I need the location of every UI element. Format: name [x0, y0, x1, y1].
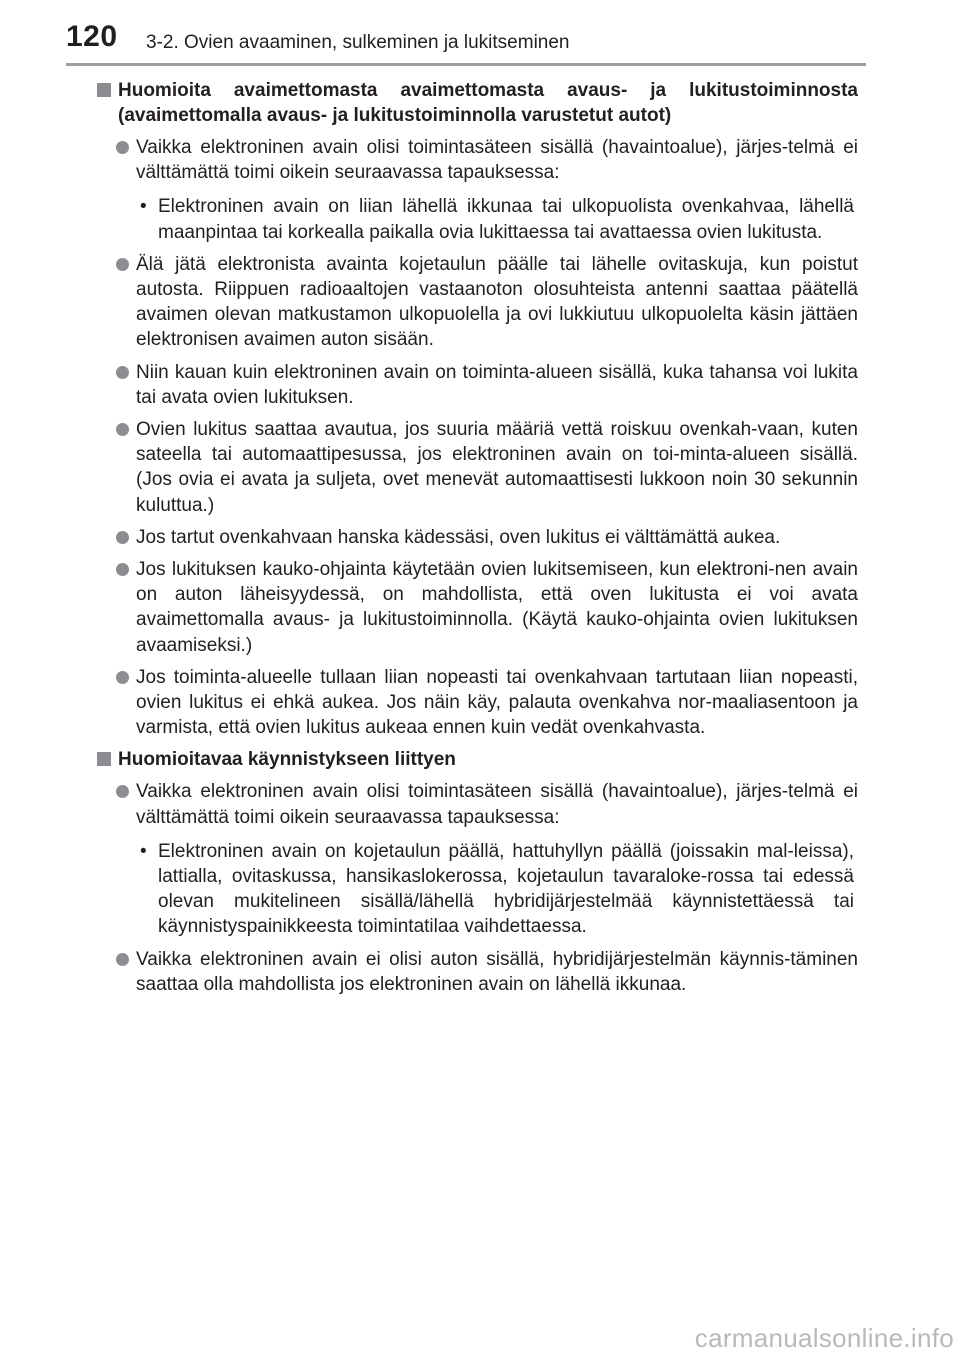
round-bullet-icon [116, 531, 129, 544]
round-bullet-icon [116, 953, 129, 966]
sub-list-item-text: Elektroninen avain on liian lähellä ikkunaa tai ulkopuolista ovenkahvaa, lähellä maanpintaa tai korkealla paikalla ovia lukittaessa tai avattaessa ovien lukitusta. [158, 196, 854, 243]
round-bullet-icon [116, 258, 129, 271]
sub-list-item [96, 839, 858, 940]
round-bullet-icon [116, 141, 129, 154]
dot-bullet-icon: • [140, 840, 147, 862]
list-item [96, 665, 858, 741]
list-item-text: Älä jätä elektronista avainta kojetaulun päälle tai lähelle ovitaskuja, kun poistut autosta. Riippuen radioaaltojen vastaanoton olosuhteista antenni saattaa päätellä avaimen olevan matkustamon ulkopuolella ja ovi lukkiutuu ulkopuolelta käsin jättäen elektronisen avaimen auton sisään. [136, 253, 858, 351]
list-item [96, 417, 858, 518]
list-item-text: Jos tartut ovenkahvaan hanska kädessäsi, oven lukitus ei välttämättä aukea. [136, 526, 781, 548]
section-heading-starting [96, 747, 858, 772]
list-item [96, 135, 858, 185]
round-bullet-icon [116, 785, 129, 798]
section-heading-text: Huomioitavaa käynnistykseen liittyen [118, 749, 456, 771]
square-bullet-icon [97, 752, 111, 766]
list-item [96, 779, 858, 829]
list-item-text: Vaikka elektroninen avain ei olisi auton sisällä, hybridijärjestelmän käynnis-täminen saattaa olla mahdollista jos elektroninen avain on lähellä ikkunaa. [136, 948, 858, 995]
list-item [96, 947, 858, 997]
round-bullet-icon [116, 366, 129, 379]
chapter-title: 3-2. Ovien avaaminen, sulkeminen ja lukitseminen [146, 32, 570, 53]
list-item-text: Vaikka elektroninen avain olisi toimintasäteen sisällä (havaintoalue), järjes-telmä ei välttämättä toimi oikein seuraavassa tapauksessa: [136, 781, 858, 828]
round-bullet-icon [116, 671, 129, 684]
list-item [96, 557, 858, 658]
list-item [96, 252, 858, 353]
round-bullet-icon [116, 563, 129, 576]
list-item-text: Jos lukituksen kauko-ohjainta käytetään ovien lukitsemiseen, kun elektroni-nen avain on auton läheisyydessä, on mahdollista, että oven lukitusta ei voi avata avaimettomalla avaus- ja lukitustoiminnolla. (Käytä kauko-ohjainta ovien lukituksen avaamiseksi.) [136, 559, 858, 656]
header-divider [66, 63, 866, 66]
sub-list-item [96, 194, 858, 244]
dot-bullet-icon: • [140, 196, 147, 218]
page-content [96, 78, 858, 1004]
list-item-text: Niin kauan kuin elektroninen avain on toiminta-alueen sisällä, kuka tahansa voi lukita tai avata ovien lukituksen. [136, 361, 858, 408]
list-item-text: Ovien lukitus saattaa avautua, jos suuria määriä vettä roiskuu ovenkah-vaan, kuten sateella tai automaattipesussa, jos elektroninen avain on toi-minta-alueen sisällä. (Jos ovia ei avata ja suljeta, ovet menevät automaattisesti lukkoon noin 30 sekunnin kuluttua.) [136, 419, 858, 516]
square-bullet-icon [97, 83, 111, 97]
page-number: 120 [66, 20, 118, 53]
round-bullet-icon [116, 423, 129, 436]
list-item-text: Vaikka elektroninen avain olisi toimintasäteen sisällä (havaintoalue), järjes-telmä ei välttämättä toimi oikein seuraavassa tapauksessa: [136, 137, 858, 184]
section-heading-text: Huomioita avaimettomasta avaimettomasta avaus- ja lukitustoiminnosta (avaimettomalla avaus- ja lukitustoiminnolla varustetut autot) [118, 80, 858, 126]
list-item [96, 360, 858, 410]
list-item-text: Jos toiminta-alueelle tullaan liian nopeasti tai ovenkahvaan tartutaan liian nopeasti, ovien lukitus ei ehkä aukea. Jos näin käy, palauta ovenkahva nor-maaliasentoon ja varmista, että ovien lukitus aukeaa ennen kuin vedät ovenkahvasta. [136, 666, 858, 739]
section-heading-keyless [96, 78, 858, 128]
page-header [0, 0, 960, 66]
list-item [96, 525, 858, 550]
watermark: carmanualsonline.info [694, 1323, 954, 1353]
sub-list-item-text: Elektroninen avain on kojetaulun päällä, hattuhyllyn päällä (joissakin mal-leissa), lattialla, ovitaskussa, hansikaslokerossa, kojetaulun tavaraloke-rossa tai edessä olevan mukitelineen sisällä/lähellä hybridijärjestelmää käynnistettäessä tai käynnistyspainikkeesta toimintatilaa vaihdettaessa. [158, 840, 854, 938]
